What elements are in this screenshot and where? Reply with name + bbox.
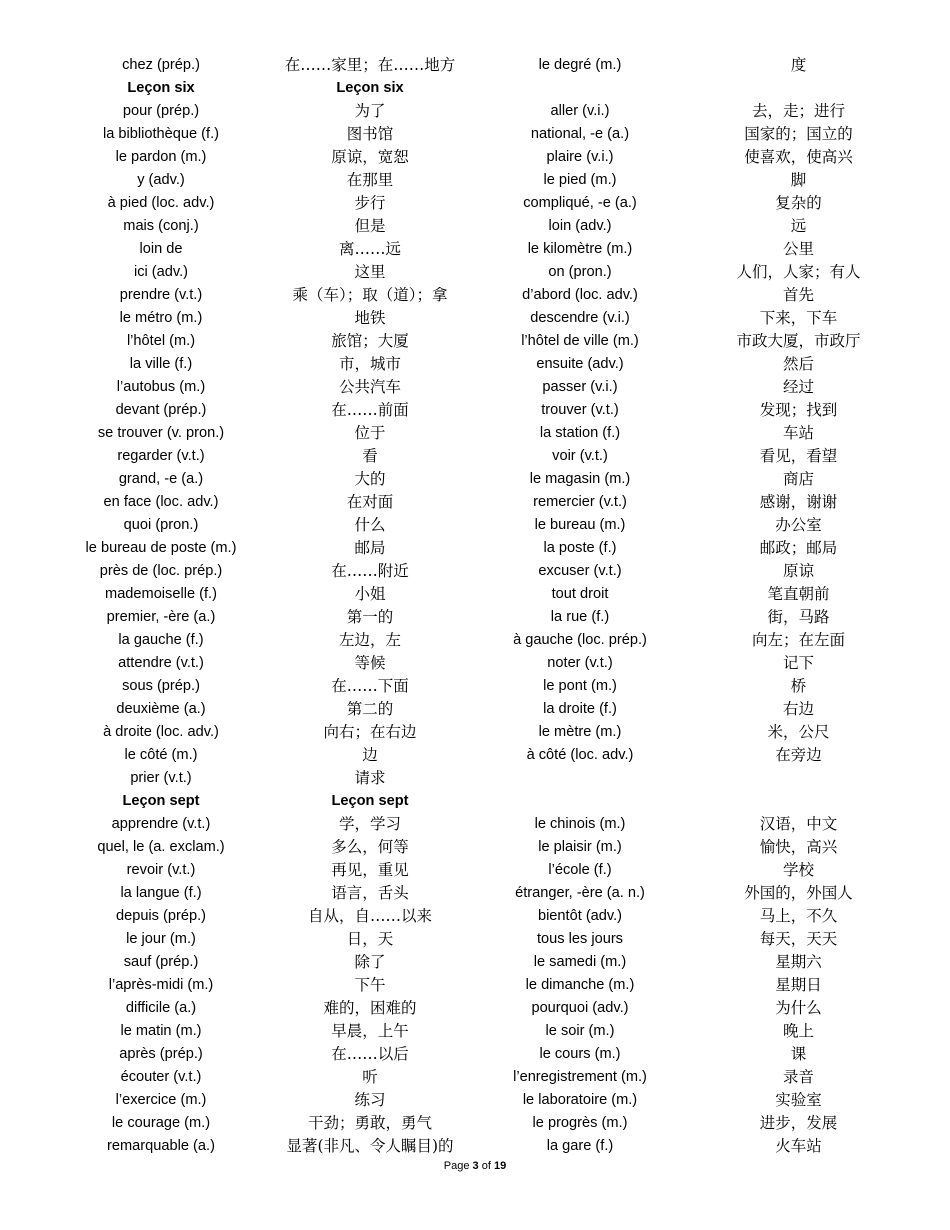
french-term: depuis (prép.) [115, 908, 207, 924]
french-term: le bureau (m.) [534, 517, 626, 533]
french-term: sauf (prép.) [123, 954, 199, 970]
chinese-meaning: 自从，自……以来 [307, 907, 432, 925]
french-term: compliqué, -e (a.) [523, 195, 637, 211]
chinese-meaning: 办公室 [775, 516, 822, 534]
chinese-meaning: 记下 [782, 654, 814, 672]
chinese-meaning: 向左；在左面 [751, 631, 845, 649]
chinese-meaning: 邮政；邮局 [759, 539, 838, 557]
french-term: trouver (v.t.) [541, 402, 619, 418]
french-term: pour (prép.) [122, 103, 200, 119]
vocab-row [48, 100, 903, 123]
chinese-meaning: 晚上 [782, 1022, 814, 1040]
french-term: l’hôtel (m.) [126, 333, 196, 349]
french-term: la bibliothèque (f.) [102, 126, 219, 142]
vocab-row [48, 652, 903, 675]
french-term: remercier (v.t.) [533, 494, 627, 510]
chinese-meaning: 边 [362, 746, 378, 764]
chinese-meaning: 请求 [354, 769, 386, 787]
vocab-row [48, 560, 903, 583]
vocab-row [48, 1112, 903, 1135]
chinese-meaning: 市，城市 [338, 355, 401, 373]
french-term [466, 790, 694, 813]
chinese-meaning: 国家的；国立的 [744, 125, 853, 143]
chinese-meaning [694, 790, 903, 813]
french-term: Leçon six [127, 80, 195, 96]
vocab-row [48, 422, 903, 445]
footer-total-pages: 19 [493, 1160, 507, 1172]
french-term: le kilomètre (m.) [527, 241, 633, 257]
french-term: à côté (loc. adv.) [526, 747, 634, 763]
vocab-row [48, 583, 903, 606]
chinese-meaning: 学，学习 [338, 815, 401, 833]
french-term: mademoiselle (f.) [105, 586, 217, 602]
french-term: le jour (m.) [126, 931, 196, 947]
french-term: la langue (f.) [120, 885, 202, 901]
french-term: ici (adv.) [133, 264, 189, 280]
chinese-meaning: 人们，人家；有人 [736, 263, 861, 281]
french-term: prendre (v.t.) [119, 287, 203, 303]
chinese-meaning: 为了 [354, 102, 386, 120]
vocab-row [48, 353, 903, 376]
chinese-meaning: 星期日 [775, 976, 822, 994]
vocabulary-table [48, 54, 903, 1158]
chinese-meaning: 米，公尺 [767, 723, 830, 741]
french-term: chez (prép.) [122, 57, 200, 73]
chinese-meaning: 在……家里；在……地方 [284, 56, 456, 74]
french-term: près de (loc. prép.) [99, 563, 223, 579]
french-term: le soir (m.) [545, 1023, 615, 1039]
french-term: loin (adv.) [548, 218, 612, 234]
chinese-meaning: 市政大厦，市政厅 [736, 332, 861, 350]
chinese-meaning: 远 [790, 217, 807, 235]
chinese-meaning: 听 [362, 1068, 378, 1086]
chinese-meaning: 经过 [782, 378, 814, 396]
vocab-row [48, 376, 903, 399]
chinese-meaning: 干劲；勇敢，勇气 [307, 1114, 432, 1132]
chinese-meaning: 感谢，谢谢 [759, 493, 838, 511]
french-term: deuxième (a.) [116, 701, 206, 717]
vocab-row [48, 721, 903, 744]
chinese-meaning: 右边 [782, 700, 814, 718]
french-term: la gauche (f.) [118, 632, 204, 648]
chinese-meaning: 小姐 [354, 585, 386, 603]
french-term: l’école (f.) [548, 862, 612, 878]
vocab-row [48, 629, 903, 652]
vocab-row [48, 928, 903, 951]
lesson-heading-row [48, 77, 903, 100]
chinese-meaning: 旅馆；大厦 [331, 332, 409, 350]
vocab-row [48, 951, 903, 974]
french-term: national, -e (a.) [530, 126, 630, 142]
french-term: le pardon (m.) [115, 149, 207, 165]
chinese-meaning: 复杂的 [775, 194, 822, 212]
vocab-row [48, 675, 903, 698]
french-term: le samedi (m.) [533, 954, 627, 970]
chinese-meaning: 马上，不久 [759, 907, 838, 925]
vocab-row [48, 238, 903, 261]
chinese-meaning: 看见，看望 [759, 447, 838, 465]
chinese-meaning: 为什么 [775, 999, 822, 1017]
chinese-meaning: 第一的 [346, 608, 394, 626]
chinese-meaning: 离……远 [338, 240, 401, 258]
chinese-meaning: 在对面 [346, 493, 394, 511]
french-term: y (adv.) [137, 172, 185, 188]
french-term: d’abord (loc. adv.) [522, 287, 638, 303]
french-term: prier (v.t.) [130, 770, 192, 786]
french-term [466, 767, 694, 790]
french-term: devant (prép.) [115, 402, 207, 418]
chinese-meaning: 显著(非凡、令人瞩目)的 [286, 1137, 454, 1155]
vocab-row [48, 468, 903, 491]
chinese-meaning: 地铁 [354, 309, 386, 327]
french-term: on (pron.) [548, 264, 612, 280]
french-term: le dimanche (m.) [525, 977, 635, 993]
vocab-row [48, 1066, 903, 1089]
vocab-row [48, 698, 903, 721]
chinese-meaning: 向右；在右边 [323, 723, 417, 741]
vocab-row [48, 744, 903, 767]
chinese-meaning: 图书馆 [346, 125, 394, 143]
chinese-meaning: 难的，困难的 [323, 999, 417, 1017]
chinese-meaning: 商店 [782, 470, 814, 488]
vocab-row [48, 399, 903, 422]
vocab-row [48, 146, 903, 169]
chinese-meaning: 使喜欢，使高兴 [744, 148, 853, 166]
chinese-meaning: 在……前面 [331, 401, 409, 419]
french-term: l’enregistrement (m.) [513, 1069, 647, 1085]
chinese-meaning: 除了 [354, 953, 386, 971]
footer-of: of [481, 1160, 491, 1172]
chinese-meaning: 早晨，上午 [331, 1022, 409, 1040]
chinese-meaning: 日，天 [346, 930, 394, 948]
vocab-row [48, 905, 903, 928]
french-term: la ville (f.) [129, 356, 193, 372]
vocab-row [48, 767, 903, 790]
french-term: la rue (f.) [550, 609, 610, 625]
french-term: pourquoi (adv.) [531, 1000, 629, 1016]
chinese-meaning: 发现；找到 [759, 401, 838, 419]
french-term: noter (v.t.) [547, 655, 613, 671]
vocab-row [48, 813, 903, 836]
chinese-meaning: Leçon sept [331, 793, 409, 809]
chinese-meaning: 街，马路 [767, 608, 830, 626]
vocab-row [48, 330, 903, 353]
chinese-meaning: 实验室 [775, 1091, 822, 1109]
vocab-row [48, 1020, 903, 1043]
chinese-meaning: 多么，何等 [331, 838, 409, 856]
vocab-row [48, 997, 903, 1020]
french-term: à droite (loc. adv.) [103, 724, 219, 740]
french-term: le laboratoire (m.) [522, 1092, 638, 1108]
chinese-meaning: 学校 [782, 861, 814, 879]
french-term: grand, -e (a.) [118, 471, 204, 487]
french-term: le métro (m.) [119, 310, 203, 326]
french-term: à gauche (loc. prép.) [513, 632, 647, 648]
footer-prefix: Page [443, 1160, 470, 1172]
french-term: mais (conj.) [123, 218, 199, 234]
vocab-row [48, 307, 903, 330]
french-term: le plaisir (m.) [538, 839, 622, 855]
vocab-row [48, 882, 903, 905]
chinese-meaning: 什么 [354, 516, 386, 534]
french-term: après (prép.) [119, 1046, 203, 1062]
french-term: le côté (m.) [124, 747, 198, 763]
chinese-meaning: 第二的 [346, 700, 394, 718]
chinese-meaning: 车站 [782, 424, 814, 442]
chinese-meaning: 乘（车）；取（道）；拿 [292, 286, 448, 304]
french-term: l’après-midi (m.) [108, 977, 214, 993]
chinese-meaning: 等候 [354, 654, 386, 672]
french-term: la poste (f.) [543, 540, 617, 556]
french-term: le chinois (m.) [534, 816, 626, 832]
french-term: la gare (f.) [546, 1138, 614, 1154]
chinese-meaning: 愉快，高兴 [759, 838, 838, 856]
chinese-meaning: 公里 [782, 240, 814, 258]
vocab-row [48, 1043, 903, 1066]
french-term: remarquable (a.) [107, 1138, 215, 1154]
vocab-row [48, 491, 903, 514]
french-term: tous les jours [537, 931, 623, 947]
chinese-meaning: 这里 [354, 263, 386, 281]
chinese-meaning: 课 [790, 1045, 807, 1063]
french-term: se trouver (v. pron.) [97, 425, 225, 441]
french-term: quel, le (a. exclam.) [97, 839, 225, 855]
french-term: voir (v.t.) [552, 448, 608, 464]
french-term: l’hôtel de ville (m.) [521, 333, 639, 349]
french-term: loin de [139, 241, 183, 257]
chinese-meaning: 左边，左 [338, 631, 401, 649]
chinese-meaning: 星期六 [775, 953, 822, 971]
french-term: ensuite (adv.) [536, 356, 624, 372]
chinese-meaning: 大的 [354, 470, 386, 488]
vocab-row [48, 836, 903, 859]
french-term: le mètre (m.) [538, 724, 622, 740]
vocab-row [48, 537, 903, 560]
vocab-row [48, 123, 903, 146]
chinese-meaning: 下来，下车 [759, 309, 838, 327]
chinese-meaning: 原谅 [782, 562, 814, 580]
chinese-meaning: Leçon six [336, 80, 404, 96]
chinese-meaning: 进步，发展 [759, 1114, 838, 1132]
french-term: tout droit [551, 586, 609, 602]
lesson-heading-row [48, 790, 903, 813]
french-term: le magasin (m.) [529, 471, 631, 487]
vocab-row [48, 514, 903, 537]
vocab-row [48, 859, 903, 882]
vocab-row [48, 215, 903, 238]
french-term: difficile (a.) [125, 1000, 197, 1016]
french-term [466, 77, 694, 100]
vocab-row [48, 1135, 903, 1158]
french-term: apprendre (v.t.) [111, 816, 211, 832]
french-term: le courage (m.) [111, 1115, 211, 1131]
chinese-meaning: 在……下面 [331, 677, 409, 695]
chinese-meaning: 原谅，宽恕 [331, 148, 409, 166]
french-term: attendre (v.t.) [118, 655, 204, 671]
chinese-meaning: 然后 [782, 355, 814, 373]
french-term: le bureau de poste (m.) [85, 540, 237, 556]
french-term: la station (f.) [539, 425, 621, 441]
chinese-meaning: 在……附近 [331, 562, 409, 580]
chinese-meaning: 每天，天天 [759, 930, 838, 948]
chinese-meaning: 外国的，外国人 [744, 884, 853, 902]
vocab-row [48, 261, 903, 284]
french-term: sous (prép.) [122, 678, 200, 694]
french-term: plaire (v.i.) [546, 149, 614, 165]
chinese-meaning: 笔直朝前 [767, 585, 830, 603]
chinese-meaning: 去，走；进行 [751, 102, 845, 120]
vocab-row [48, 192, 903, 215]
french-term: à pied (loc. adv.) [107, 195, 215, 211]
french-term: écouter (v.t.) [120, 1069, 202, 1085]
french-term: passer (v.i.) [542, 379, 618, 395]
french-term: descendre (v.i.) [530, 310, 630, 326]
french-term: quoi (pron.) [123, 517, 199, 533]
footer-current-page: 3 [472, 1160, 479, 1172]
vocab-row [48, 54, 903, 77]
french-term: le pied (m.) [543, 172, 617, 188]
french-term: aller (v.i.) [550, 103, 610, 119]
french-term: l’exercice (m.) [115, 1092, 207, 1108]
chinese-meaning: 录音 [782, 1068, 814, 1086]
chinese-meaning: 语言，舌头 [331, 884, 409, 902]
page-footer [0, 1160, 950, 1172]
french-term: le progrès (m.) [532, 1115, 628, 1131]
french-term: étranger, -ère (a. n.) [515, 885, 645, 901]
chinese-meaning: 步行 [354, 194, 386, 212]
french-term: le matin (m.) [120, 1023, 202, 1039]
chinese-meaning: 下午 [354, 976, 386, 994]
french-term: excuser (v.t.) [538, 563, 622, 579]
french-term: le degré (m.) [538, 57, 622, 73]
chinese-meaning [694, 77, 903, 100]
chinese-meaning: 练习 [354, 1091, 386, 1109]
french-term: bientôt (adv.) [537, 908, 623, 924]
french-term: revoir (v.t.) [126, 862, 196, 878]
chinese-meaning: 在旁边 [775, 746, 822, 764]
chinese-meaning: 公共汽车 [338, 378, 401, 396]
chinese-meaning: 汉语，中文 [759, 815, 838, 833]
chinese-meaning: 火车站 [775, 1137, 822, 1155]
french-term: en face (loc. adv.) [103, 494, 219, 510]
chinese-meaning: 再见，重见 [331, 861, 409, 879]
chinese-meaning: 看 [362, 447, 378, 465]
chinese-meaning: 在……以后 [331, 1045, 409, 1063]
chinese-meaning: 邮局 [354, 539, 386, 557]
vocab-row [48, 445, 903, 468]
french-term: premier, -ère (a.) [106, 609, 216, 625]
chinese-meaning: 度 [790, 56, 807, 74]
chinese-meaning: 但是 [354, 217, 386, 235]
chinese-meaning: 首先 [782, 286, 814, 304]
french-term: la droite (f.) [543, 701, 617, 717]
chinese-meaning: 桥 [790, 677, 807, 695]
vocab-row [48, 606, 903, 629]
chinese-meaning [694, 767, 903, 790]
chinese-meaning: 位于 [354, 424, 386, 442]
vocab-row [48, 169, 903, 192]
vocab-row [48, 1089, 903, 1112]
vocab-row [48, 284, 903, 307]
chinese-meaning: 在那里 [346, 171, 394, 189]
french-term: regarder (v.t.) [117, 448, 205, 464]
vocab-row [48, 974, 903, 997]
french-term: l’autobus (m.) [116, 379, 206, 395]
chinese-meaning: 脚 [790, 171, 807, 189]
french-term: le cours (m.) [539, 1046, 621, 1062]
french-term: le pont (m.) [543, 678, 617, 694]
french-term: Leçon sept [122, 793, 200, 809]
